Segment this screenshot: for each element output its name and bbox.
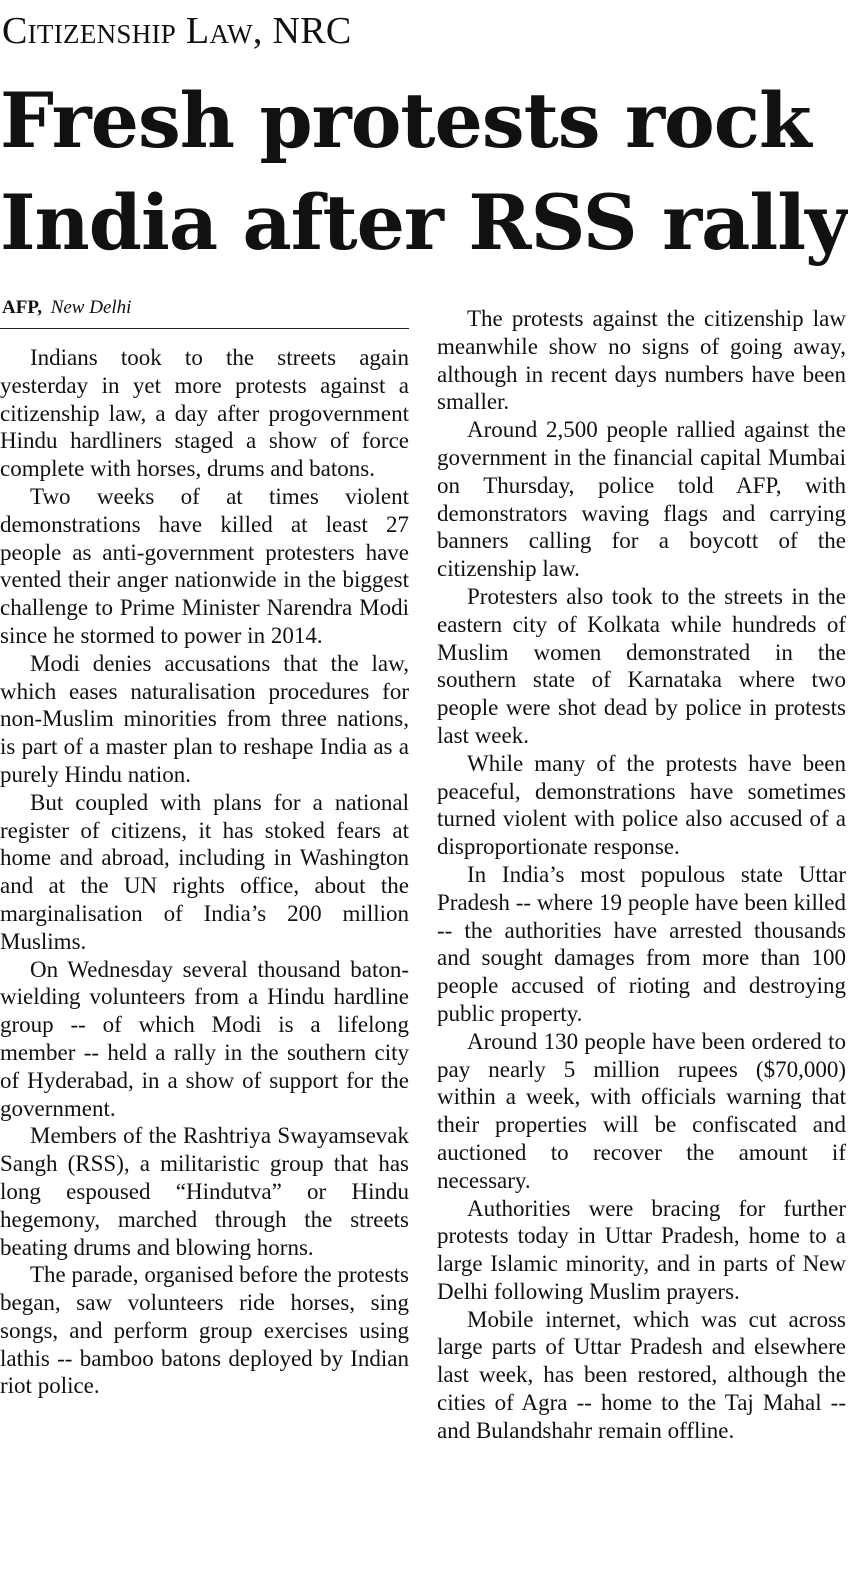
byline-place: New Delhi	[50, 297, 132, 318]
article-column-1	[0, 344, 409, 1400]
paragraph: Around 130 people have been ordered to pay nearly 5 million rupees ($70,000) within a week, with officials warning that their properties will be confiscated and auctioned to recover the amount if necessary.	[437, 1028, 846, 1193]
paragraph: While many of the protests have been peaceful, demonstrations have sometimes turned violent with police also accused of a disproportionate response.	[437, 750, 846, 860]
paragraph: Indians took to the streets again yesterday in yet more protests against a citizenship law, a day after progovernment Hindu hardliners staged a show of force complete with horses, drums and batons.	[0, 345, 409, 482]
paragraph: Members of the Rashtriya Swayamsevak Sangh (RSS), a militaristic group that has long espoused “Hindutva” or Hindu hegemony, marched through the streets beating drums and blowing horns.	[0, 1123, 409, 1260]
headline	[0, 70, 848, 274]
paragraph: Two weeks of at times violent demonstrations have killed at least 27 people as anti-government protesters have vented their anger nationwide in the biggest challenge to Prime Minister Narendra Modi since he stormed to power in 2014.	[0, 483, 409, 648]
paragraph: Around 2,500 people rallied against the government in the financial capital Mumbai on Thursday, police told AFP, with demonstrators waving flags and carrying banners calling for a boycott of the citizenship law.	[437, 417, 846, 582]
paragraph: The parade, organised before the protests began, saw volunteers ride horses, sing songs, and perform group exercises using lathis -- bamboo batons deployed by Indian riot police.	[0, 1262, 409, 1399]
byline	[2, 296, 131, 320]
paragraph: But coupled with plans for a national register of citizens, it has stoked fears at home and abroad, including in Washington and at the UN rights office, about the marginalisation of India’s 200 million Muslims.	[0, 789, 409, 954]
article-column-2	[437, 305, 846, 1445]
paragraph: Protesters also took to the streets in the eastern city of Kolkata while hundreds of Muslim women demonstrated in the southern state of Karnataka where two people were shot dead by police in protests last week.	[437, 583, 846, 748]
paragraph: Authorities were bracing for further protests today in Uttar Pradesh, home to a large Islamic minority, and in parts of New Delhi following Muslim prayers.	[437, 1195, 846, 1304]
paragraph: In India’s most populous state Uttar Pradesh -- where 19 people have been killed -- the authorities have arrested thousands and sought damages from more than 100 people accused of rioting and destroying public property.	[437, 861, 846, 1026]
section-kicker: Citizenship Law, NRC	[2, 10, 352, 52]
paragraph: Mobile internet, which was cut across large parts of Uttar Pradesh and elsewhere last week, has been restored, although the cities of Agra -- home to the Taj Mahal -- and Bulandshahr remain offline.	[437, 1306, 846, 1443]
headline-line-1: Fresh protests rock	[0, 76, 811, 165]
paragraph: The protests against the citizenship law meanwhile show no signs of going away, although in recent days numbers have been smaller.	[437, 306, 846, 415]
byline-agency: AFP,	[2, 297, 42, 318]
byline-divider	[0, 328, 409, 329]
headline-line-2: India after RSS rally	[0, 178, 848, 267]
paragraph: Modi denies accusations that the law, which eases naturalisation procedures for non-Muslim minorities from three nations, is part of a master plan to reshape India as a purely Hindu nation.	[0, 650, 409, 787]
paragraph: On Wednesday several thousand baton-wielding volunteers from a Hindu hardline group -- of which Modi is a lifelong member -- held a rally in the southern city of Hyderabad, in a show of support for the government.	[0, 956, 409, 1121]
